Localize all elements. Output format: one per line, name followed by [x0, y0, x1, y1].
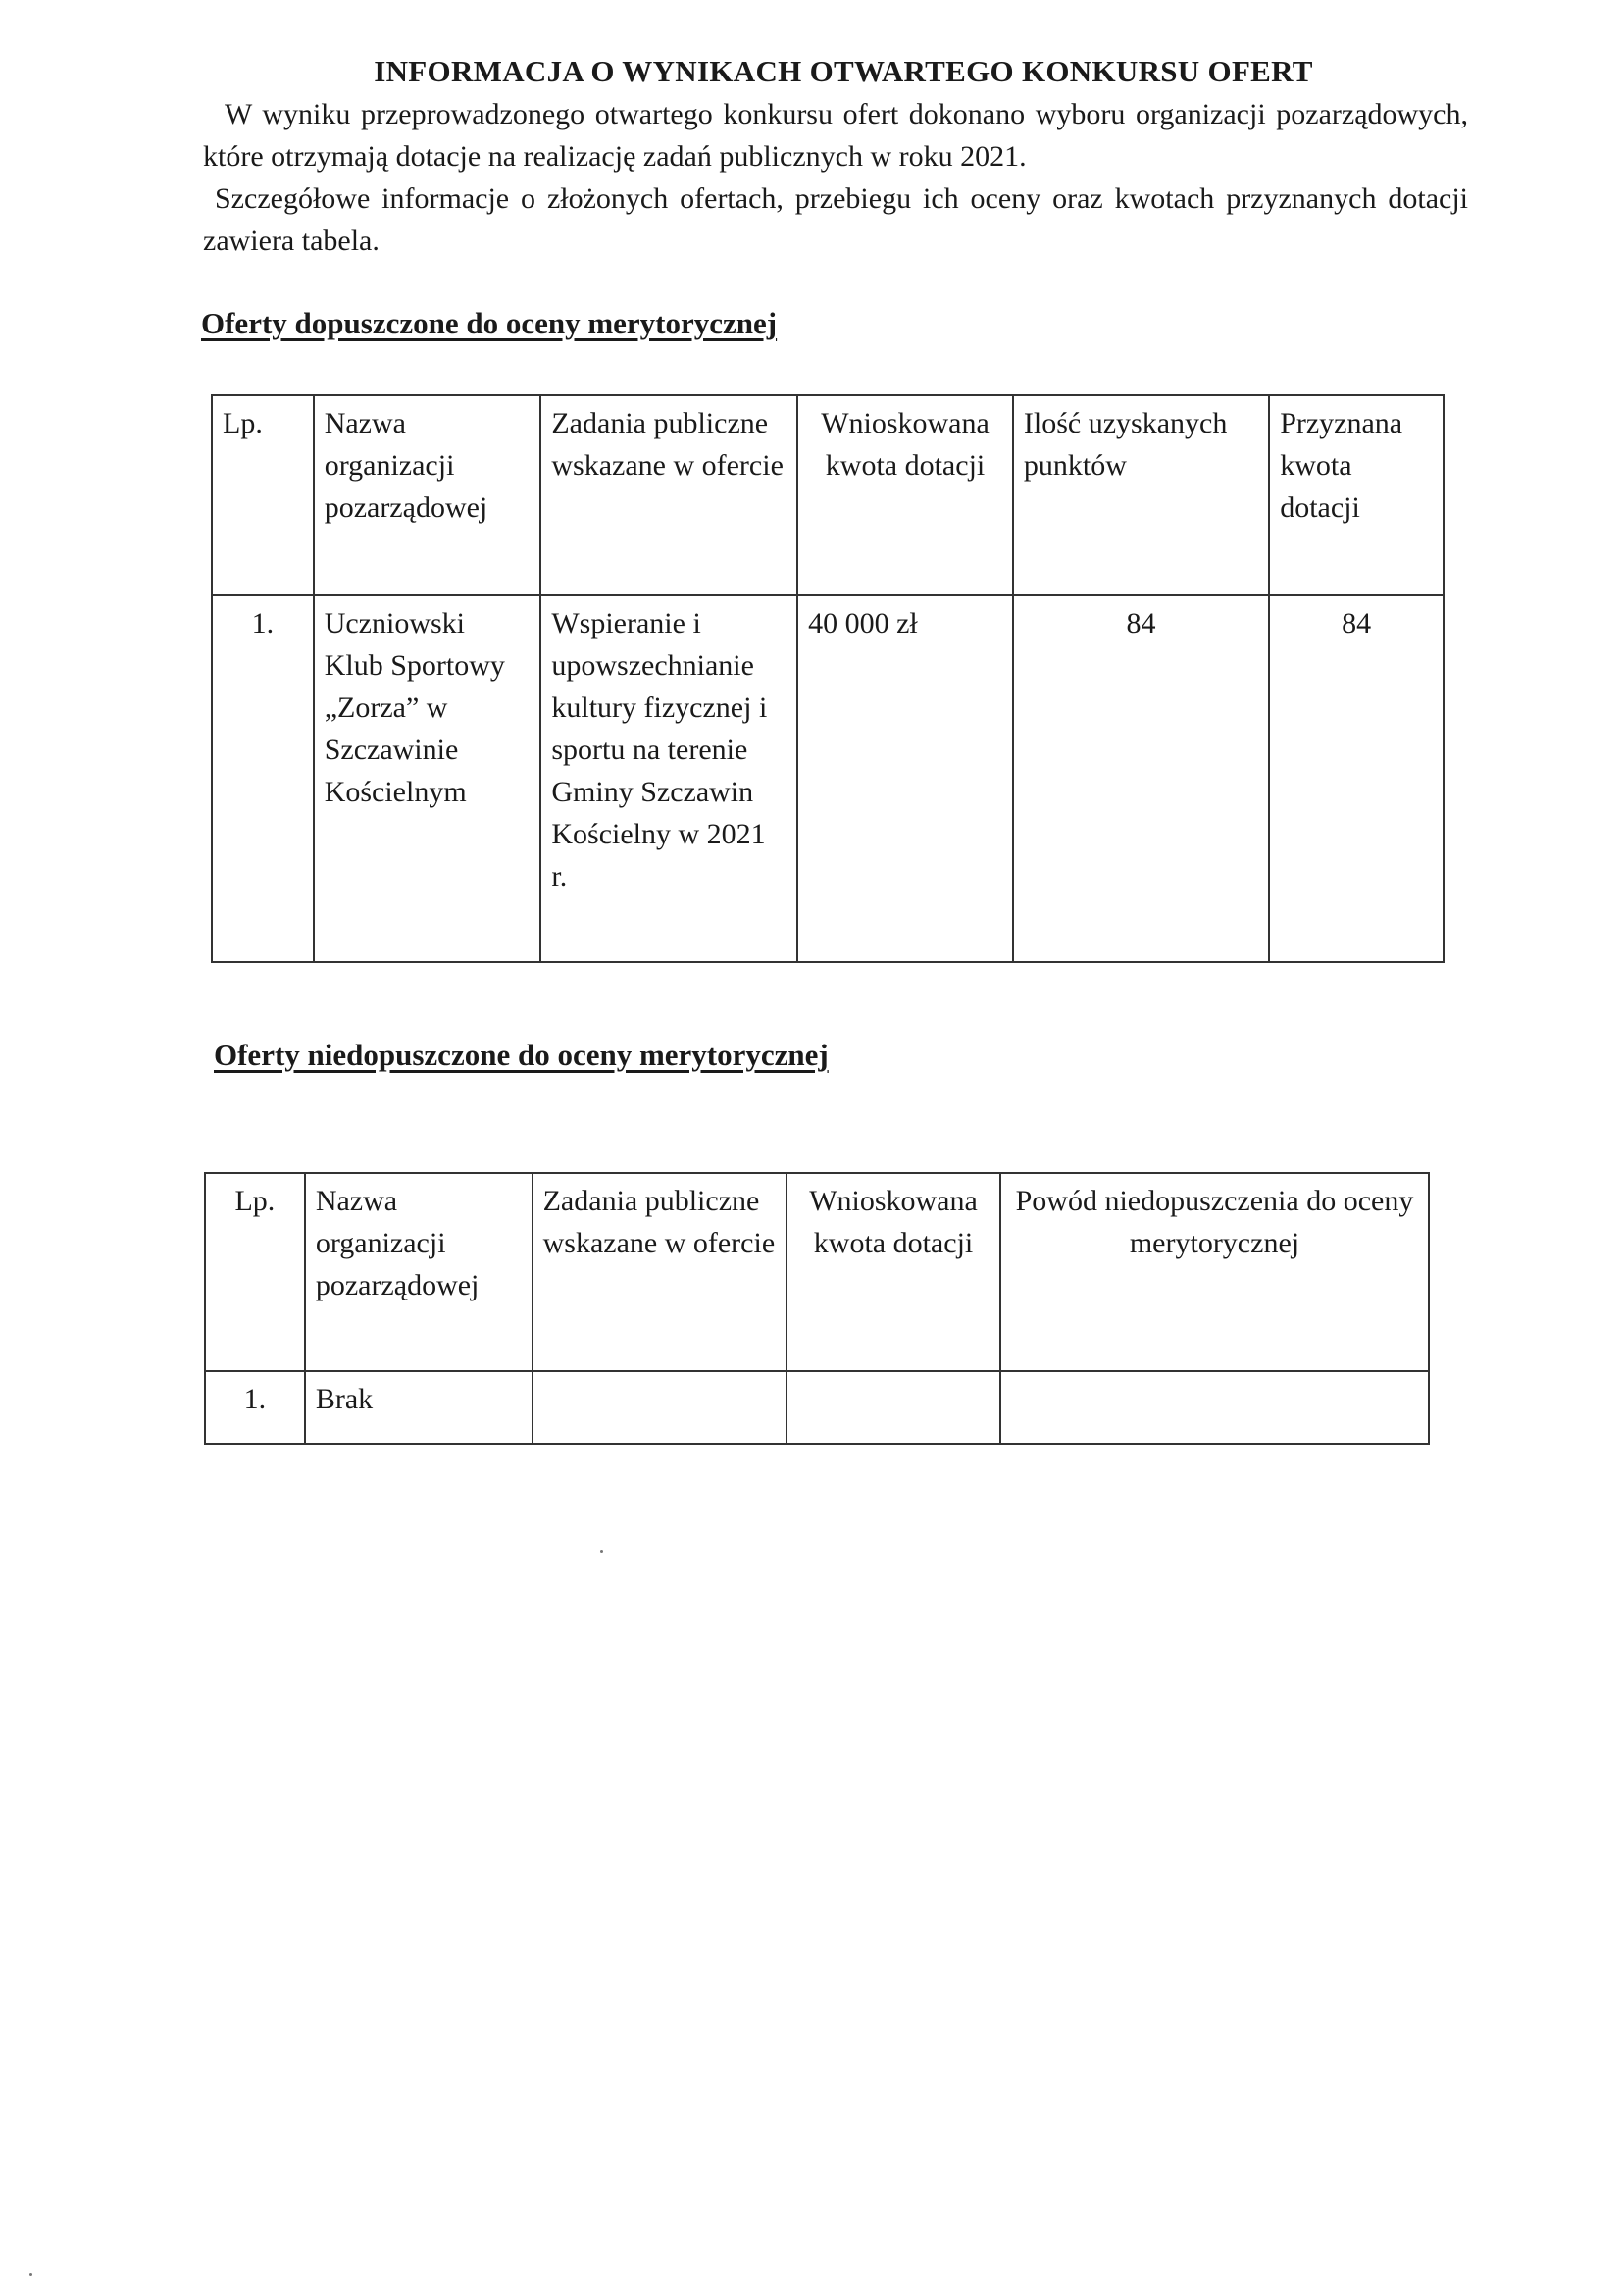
intro-paragraph-1: W wyniku przeprowadzonego otwartego konkursu ofert dokonano wyboru organizacji pozarządowych, które otrzymają dotacje na realizację zadań publicznych w roku 2021.: [203, 98, 1468, 173]
rejected-offers-table: [204, 1172, 1430, 1445]
header-public-tasks: Zadania publiczne wskazane w ofercie: [533, 1173, 787, 1371]
cell-lp: 1.: [205, 1371, 305, 1444]
cell-requested-amount: [787, 1371, 1000, 1444]
header-requested-amount: Wnioskowana kwota dotacji: [787, 1173, 1000, 1371]
cell-requested-amount: 40 000 zł: [797, 595, 1013, 962]
scan-speck: [29, 2273, 32, 2276]
intro-paragraph-2: Szczegółowe informacje o złożonych ofertach, przebiegu ich oceny oraz kwotach przyznanych dotacji zawiera tabela.: [203, 182, 1468, 257]
header-organization-name: Nazwa organizacji pozarządowej: [305, 1173, 533, 1371]
header-lp: Lp.: [205, 1173, 305, 1371]
header-rejection-reason: Powód niedopuszczenia do oceny merytorycznej: [1000, 1173, 1429, 1371]
cell-organization-name: Brak: [305, 1371, 533, 1444]
header-public-tasks: Zadania publiczne wskazane w ofercie: [540, 395, 797, 595]
table-header-row: [212, 395, 1444, 595]
document-title: INFORMACJA O WYNIKACH OTWARTEGO KONKURSU OFERT: [374, 54, 1313, 88]
admitted-offers-table: [211, 394, 1445, 963]
table-row: [205, 1371, 1429, 1444]
header-requested-amount: Wnioskowana kwota dotacji: [797, 395, 1013, 595]
cell-organization-name: Uczniowski Klub Sportowy „Zorza” w Szczawinie Kościelnym: [314, 595, 541, 962]
admitted-heading: Oferty dopuszczone do oceny merytorycznej: [201, 306, 778, 340]
cell-points: 84: [1013, 595, 1269, 962]
table-row: [212, 595, 1444, 962]
scan-speck: [600, 1550, 603, 1553]
cell-rejection-reason: [1000, 1371, 1429, 1444]
table-header-row: [205, 1173, 1429, 1371]
intro-text: [203, 93, 1468, 262]
header-lp: Lp.: [212, 395, 314, 595]
cell-public-tasks: [533, 1371, 787, 1444]
cell-public-tasks: Wspieranie i upowszechnianie kultury fizycznej i sportu na terenie Gminy Szczawin Kościelny w 2021 r.: [540, 595, 797, 962]
header-organization-name: Nazwa organizacji pozarządowej: [314, 395, 541, 595]
header-points: Ilość uzyskanych punktów: [1013, 395, 1269, 595]
rejected-heading: Oferty niedopuszczone do oceny merytorycznej: [214, 1038, 829, 1072]
cell-granted-amount: 84: [1269, 595, 1444, 962]
header-granted-amount: Przyznana kwota dotacji: [1269, 395, 1444, 595]
cell-lp: 1.: [212, 595, 314, 962]
